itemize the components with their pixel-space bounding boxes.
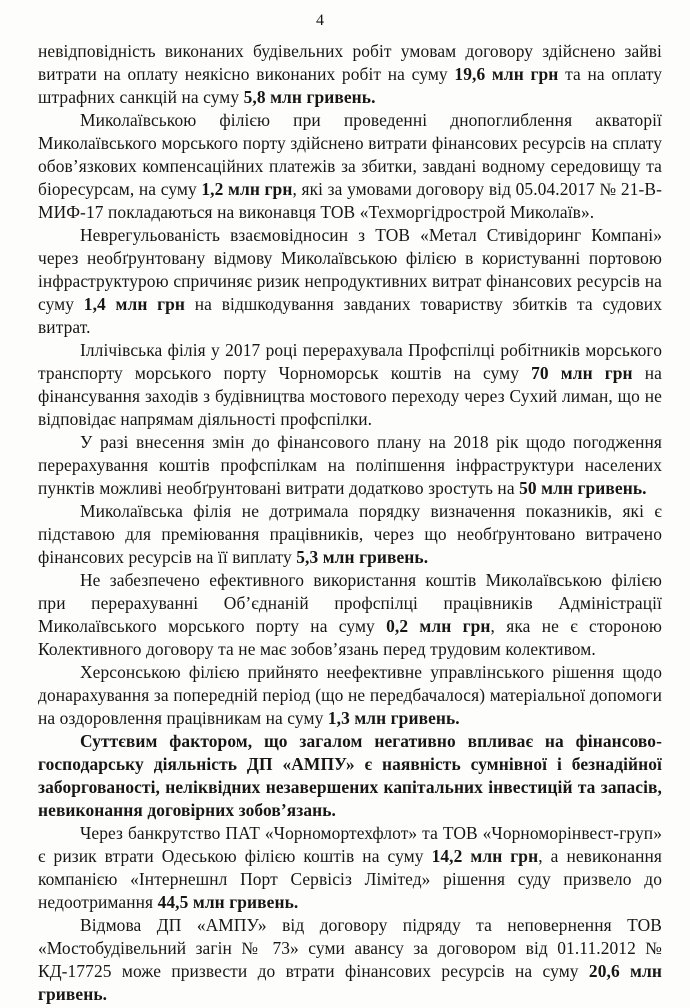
text-run: Через банкрутство ПАТ «Чорномортехфлот» та ТОВ «Чорноморінвест-груп» є ризик втрати Одеською філією коштів на суму <box>38 823 662 866</box>
amount-19-6-mln: 19,6 млн грн <box>454 64 559 84</box>
page-content <box>38 40 662 1006</box>
text-run: Іллічівська філія у 2017 році перерахувала Профспілці робітників морського транспорту морського порту Чорноморськ коштів на суму <box>38 340 662 383</box>
paragraph-key-negative-factor <box>38 730 662 822</box>
amount-1-3-mln: 1,3 млн гривень. <box>327 708 460 728</box>
paragraph-construction-overpayments <box>38 40 662 109</box>
paragraph-mykolaiv-dredging <box>38 109 662 224</box>
text-run: на фінансування заходів з будівництва мостового переходу через Сухий лиман, що не відповідає напрямам діяльності профспілки. <box>38 363 662 429</box>
bold-statement: Суттєвим фактором, що загалом негативно впливає на фінансово-господарську діяльність ДП «АМПУ» є наявність сумнівної і безнадійної заборгованості, неліквідних незавершених капітальних інвестицій та запасів, невиконання договірних зобов’язань. <box>38 731 662 820</box>
text-run: Неврегульованість взаємовідносин з ТОВ «Метал Стивідоринг Компані» через необґрунтовану відмову Миколаївською філією в користуванні портовою інфраструктурою спричиняє ризик непродуктивних витрат фінансових ресурсів на суму <box>38 225 662 314</box>
paragraph-contract-refusal <box>38 914 662 1006</box>
amount-5-8-mln: 5,8 млн гривень. <box>243 87 376 107</box>
text-run: , яка не є стороною Колективного договору та не має зобов’язань перед трудовим колективом. <box>38 616 663 659</box>
amount-20-6-mln: 20,6 млн гривень. <box>38 961 662 1004</box>
amount-44-5-mln: 44,5 млн гривень. <box>157 892 299 912</box>
amount-14-2-mln: 14,2 млн грн <box>431 846 539 866</box>
amount-1-4-mln: 1,4 млн грн <box>83 294 186 314</box>
text-run: на відшкодування завданих товариству збитків та судових витрат. <box>38 294 663 337</box>
amount-5-3-mln: 5,3 млн гривень. <box>296 547 429 567</box>
paragraph-2018-plan-changes <box>38 431 662 500</box>
amount-1-2-mln: 1,2 млн грн <box>201 179 293 199</box>
text-run: Відмова ДП «АМПУ» від договору підряду та неповернення ТОВ «Мостобудівельний загін № 73» суми авансу за договором від 01.11.2012 № КД-17725 може призвести до втрати фінансових ресурсів на суму <box>38 915 662 981</box>
text-run: , а невиконання компанією «Інтернешнл Порт Сервісіз Лімітед» рішення суду призвело до недоотримання <box>38 846 662 912</box>
paragraph-metal-stevedoring <box>38 224 662 339</box>
text-run: Миколаївською філією при проведенні днопоглиблення акваторії Миколаївського морського порту здійснено витрати фінансових ресурсів на сплату обов’язкових компенсаційних платежів за збитки, завдані водному середовищу та біоресурсам, на суму <box>38 110 662 199</box>
text-run: Херсонською філією прийнято неефективне управлінського рішення щодо донарахування за попередній період (що не передбачалося) матеріальної допомоги на оздоровлення працівникам на суму <box>38 662 662 728</box>
paragraph-bankruptcy-risks <box>38 822 662 914</box>
amount-0-2-mln: 0,2 млн грн <box>386 616 491 636</box>
text-run: невідповідність виконаних будівельних робіт умовам договору здійснено зайві витрати на оплату неякісно виконаних робіт на суму <box>38 41 662 84</box>
text-run: Не забезпечено ефективного використання коштів Миколаївською філією при перерахуванні Об’єднаній профспілці працівників Адміністрації Миколаївського морського порту на суму <box>38 570 662 636</box>
text-run: , які за умовами договору від 05.04.2017 № 21-В-МИФ-17 покладаються на виконавця ТОВ «Техморгідрострой Миколаїв». <box>38 179 662 222</box>
amount-50-mln: 50 млн гривень. <box>519 478 647 498</box>
text-run: та на оплату штрафних санкцій на суму <box>38 64 662 107</box>
paragraph-kherson-decision <box>38 661 662 730</box>
paragraph-illichivsk-union-transfer <box>38 339 662 431</box>
paragraph-bonus-indicators <box>38 500 662 569</box>
amount-70-mln: 70 млн грн <box>531 363 633 383</box>
text-run: У разі внесення змін до фінансового плану на 2018 рік щодо погодження перерахування коштів профспілкам на поліпшення інфраструктури населених пунктів можливі необґрунтовані витрати додатково зростуть на <box>38 432 662 498</box>
paragraph-united-union-transfer <box>38 569 662 661</box>
text-run: Миколаївська філія не дотримала порядку визначення показників, які є підставою для преміювання працівників, через що необґрунтовано витрачено фінансових ресурсів на її виплату <box>38 501 662 567</box>
page-number: 4 <box>315 12 325 29</box>
